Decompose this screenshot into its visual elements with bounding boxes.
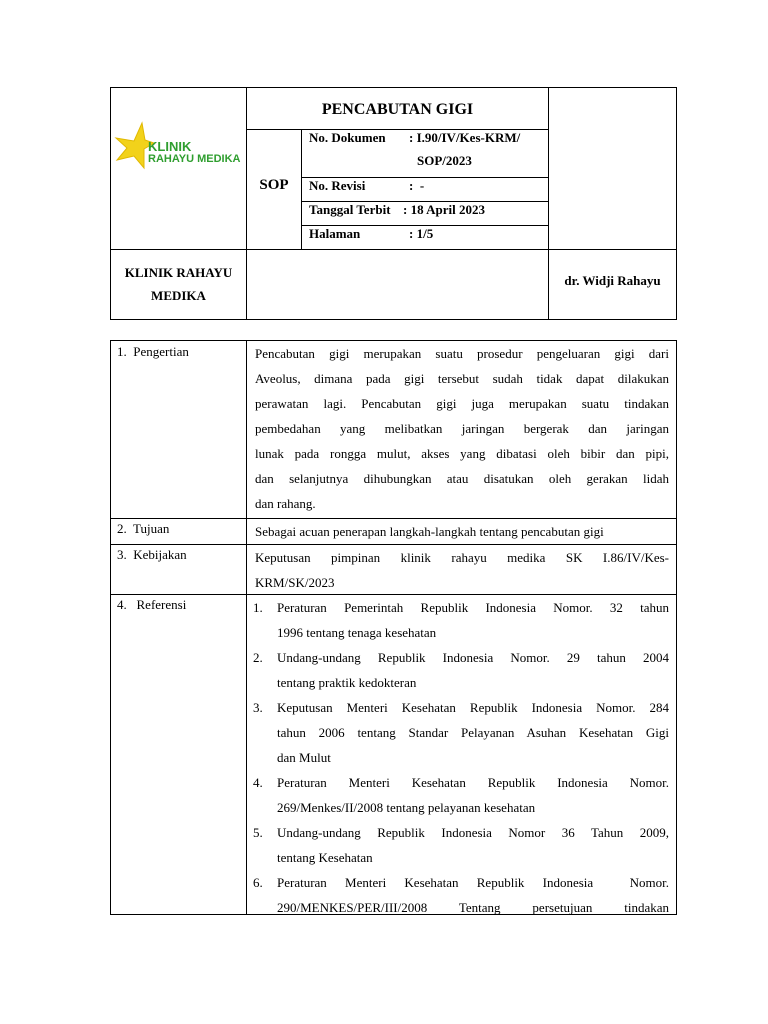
list-item-number: 1.	[253, 600, 263, 615]
doc-number-label: No. Dokumen	[309, 130, 386, 145]
page-value: : 1/5	[409, 226, 434, 241]
text-kebijakan	[255, 545, 669, 595]
list-item-line: 1996 tentang tenaga kesehatan	[277, 625, 437, 640]
label-pengertian: 1. Pengertian	[117, 344, 189, 359]
sop-label: SOP	[259, 177, 289, 193]
list-item-line: Undang-undang Republik Indonesia Nomor. 29 tahun 2004	[277, 650, 669, 665]
header-col-divider-1	[246, 87, 247, 320]
list-item	[253, 870, 669, 920]
list-item-line: tahun 2006 tentang Standar Pelayanan Asuhan Kesehatan Gigi	[277, 725, 669, 740]
text-pengertian	[255, 341, 669, 516]
list-item-line: tentang Kesehatan	[277, 850, 373, 865]
list-item-number: 6.	[253, 875, 263, 890]
label-referensi: 4. Referensi	[117, 597, 187, 612]
pengertian-line: dan rahang.	[255, 496, 316, 511]
list-item	[253, 695, 669, 770]
clinic-logo	[114, 120, 242, 176]
clinic-name-line-2: MEDIKA	[151, 288, 206, 303]
list-item-number: 5.	[253, 825, 263, 840]
clinic-name	[111, 261, 246, 307]
logo-text-rahayu-medika: RAHAYU MEDIKA	[148, 153, 241, 165]
label-kebijakan: 3. Kebijakan	[117, 547, 187, 562]
doc-number-value-cont: SOP/2023	[417, 153, 472, 168]
kebijakan-line: KRM/SK/2023	[255, 575, 335, 590]
list-item	[253, 820, 669, 870]
list-item-number: 3.	[253, 700, 263, 715]
list-item-line: 269/Menkes/II/2008 tentang pelayanan kesehatan	[277, 800, 536, 815]
list-item	[253, 770, 669, 820]
page-label: Halaman	[309, 226, 361, 241]
kebijakan-line: Keputusan pimpinan klinik rahayu medika SK I.86/IV/Kes-	[255, 550, 669, 565]
header-right-border	[676, 87, 677, 320]
list-item-number: 4.	[253, 775, 263, 790]
pengertian-line: dan selanjutnya dihubungkan atau disatukan oleh gerakan lidah	[255, 471, 669, 486]
issue-date-value: : 18 April 2023	[403, 202, 485, 217]
content-col-divider	[246, 340, 247, 915]
header-mid-border	[110, 249, 677, 250]
sop-divider	[301, 129, 302, 250]
pengertian-line: perawatan lagi. Pencabutan gigi juga merupakan suatu tindakan	[255, 396, 669, 411]
list-item-line: Peraturan Pemerintah Republik Indonesia Nomor. 32 tahun	[277, 600, 669, 615]
list-item-line: 290/MENKES/PER/III/2008 Tentang persetujuan tindakan	[277, 900, 669, 915]
referensi-list	[253, 595, 669, 920]
list-item-line: Keputusan Menteri Kesehatan Republik Indonesia Nomor. 284	[277, 700, 669, 715]
pengertian-line: Pencabutan gigi merupakan suatu prosedur pengeluaran gigi dari	[255, 346, 669, 361]
doc-number-value: : I.90/IV/Kes-KRM/	[409, 130, 521, 145]
header-bottom-border	[110, 319, 677, 320]
list-item-number: 2.	[253, 650, 263, 665]
issue-date-label: Tanggal Terbit	[309, 202, 391, 217]
list-item-line: dan Mulut	[277, 750, 331, 765]
list-item-line: Undang-undang Republik Indonesia Nomor 36 Tahun 2009,	[277, 825, 669, 840]
header-top-border	[110, 87, 677, 88]
content-left-border	[110, 340, 111, 915]
list-item	[253, 595, 669, 645]
pengertian-line: pembedahan yang melibatkan jaringan bergerak dan jaringan	[255, 421, 669, 436]
label-tujuan: 2. Tujuan	[117, 521, 170, 536]
clinic-name-line-1: KLINIK RAHAYU	[124, 265, 233, 280]
list-item-line: tentang praktik kedokteran	[277, 675, 417, 690]
pengertian-line: lunak pada rongga mulut, akses yang dibatasi oleh bibir dan pipi,	[255, 446, 669, 461]
content-right-border	[676, 340, 677, 915]
text-tujuan: Sebagai acuan penerapan langkah-langkah tentang pencabutan gigi	[255, 524, 604, 539]
pengertian-line: Aveolus, dimana pada gigi tersebut sudah tidak dapat dilakukan	[255, 371, 669, 386]
revision-value: : -	[409, 178, 425, 193]
page-title: PENCABUTAN GIGI	[321, 101, 474, 118]
revision-label: No. Revisi	[309, 178, 366, 193]
logo-text-klinik: KLINIK	[148, 139, 192, 154]
list-item-line: Peraturan Menteri Kesehatan Republik Indonesia Nomor.	[277, 775, 669, 790]
doctor-name: dr. Widji Rahayu	[564, 273, 661, 288]
list-item	[253, 645, 669, 695]
list-item-line: Peraturan Menteri Kesehatan Republik Indonesia Nomor.	[277, 875, 669, 890]
